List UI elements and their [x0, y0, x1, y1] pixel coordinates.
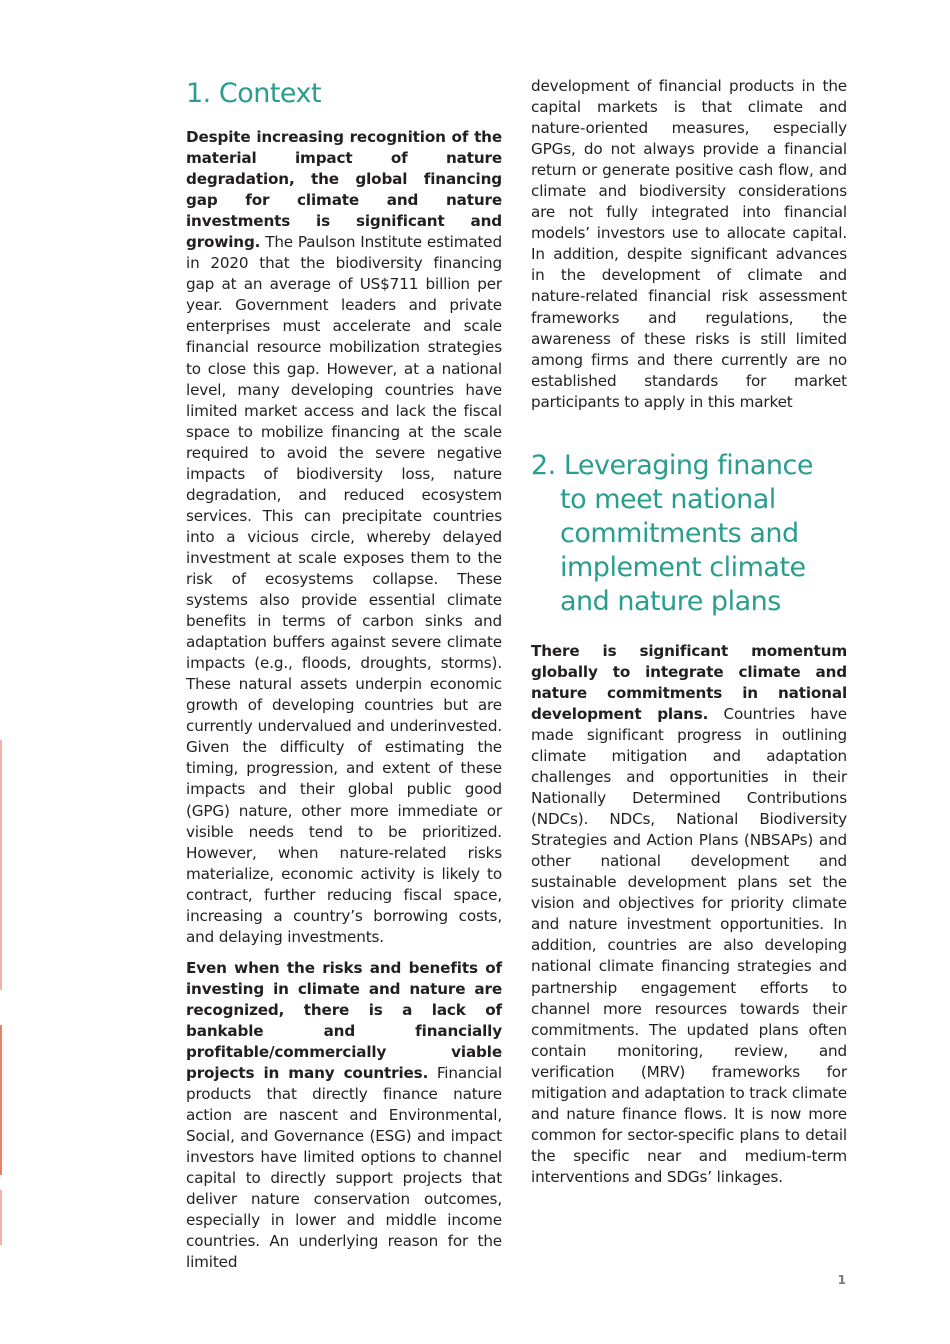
left-column: [186, 74, 502, 1274]
page-edge-mark-upper: [0, 740, 2, 990]
section-1-paragraph-2-continued: development of financial products in the capital markets is that climate and nature-oriented measures, especially GPGs, do not always provide a financial return or generate positive cash flow, and climate and biodiversity considerations are not fully integrated into financial models’ investors use to allocate capital. In addition, despite significant advances in the development of climate and nature-related financial risk assessment frameworks and regulations, the awareness of these risks is still limited among firms and there currently are no established standards for market participants to apply in this market: [531, 77, 847, 411]
section-2-heading-line: to meet national: [560, 483, 776, 515]
paragraph-lead: There is significant momentum globally to integrate climate and nature commitments in national development plans.: [531, 641, 847, 723]
section-2-paragraph-1: [531, 641, 847, 1188]
page-edge-mark-bottom: [0, 1190, 2, 1245]
section-2-heading-line: commitments and: [560, 517, 799, 549]
section-2-heading-line: 2. Leveraging finance: [531, 449, 813, 481]
section-2-heading-line: implement climate: [560, 551, 806, 583]
right-column: [531, 76, 847, 1188]
page-edge-mark-lower: [0, 1025, 2, 1175]
page-number: 1: [837, 1273, 846, 1287]
paragraph-lead: Despite increasing recognition of the material impact of nature degradation, the global financing gap for climate and nature investments is significant and growing.: [186, 128, 502, 252]
section-1-paragraph-1: [186, 127, 502, 948]
paragraph-body: Financial products that directly finance nature action are nascent and Environmental, Social, and Governance (ESG) and impact investors have limited options to channel capital to directly support projects that deliver nature conservation outcomes, especially in lower and middle income countries. An underlying reason for the limited: [186, 1064, 502, 1272]
section-1-paragraph-2: [186, 958, 502, 1274]
section-2-heading: [531, 449, 847, 619]
paragraph-body: Countries have made significant progress in outlining climate mitigation and adaptation challenges and opportunities in their Nationally Determined Contributions (NDCs). NDCs, National Biodiversity Strategies and Action Plans (NBSAPs) and other national development and sustainable development plans set the vision and objectives for priority climate and nature investment opportunities. In addition, countries are also developing national climate financing strategies and partnership engagement efforts to channel more resources towards their commitments. The updated plans often contain monitoring, review, and verification (MRV) frameworks for mitigation and adaptation to track climate and nature finance flows. It is now more common for sector-specific plans to detail the specific near and medium-term interventions and SDGs’ linkages.: [531, 704, 847, 1186]
paragraph-lead: Even when the risks and benefits of investing in climate and nature are recognized, there is a lack of bankable and financially profitable/commercially viable projects in many countries.: [186, 958, 502, 1083]
section-2-heading-line: and nature plans: [560, 585, 781, 617]
paragraph-body: The Paulson Institute estimated in 2020 that the biodiversity financing gap at an average of US$711 billion per year. Government leaders and private enterprises must accelerate and scale financial resource mobilization strategies to close this gap. However, at a national level, many developing countries have limited market access and lack the fiscal space to mobilize financing at the scale required to avoid the severe negative impacts of biodiversity loss, nature degradation, and reduced ecosystem services. This can precipitate countries into a vicious circle, whereby delayed investment at scale exposes them to the risk of ecosystems collapse. These systems also provide essential climate benefits in terms of carbon sinks and adaptation buffers against severe climate impacts (e.g., floods, droughts, storms). These natural assets underpin economic growth of developing countries but are currently undervalued and underinvested. Given the difficulty of estimating the timing, progression, and extent of these impacts and their global public good (GPG) nature, other more immediate or visible needs tend to be prioritized. However, when nature-related risks materialize, economic activity is likely to contract, further reducing fiscal space, increasing a country’s borrowing costs, and delaying investments.: [186, 233, 502, 946]
section-1-heading: 1. Context: [186, 78, 322, 109]
